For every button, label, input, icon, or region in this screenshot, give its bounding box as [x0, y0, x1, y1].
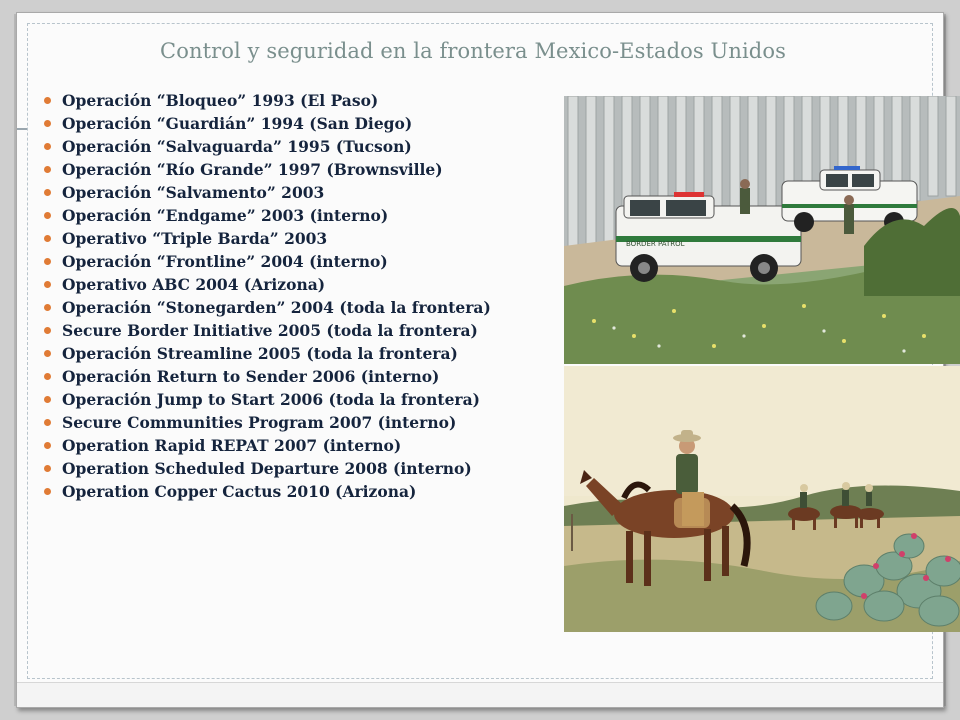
list-item: Operación “Frontline” 2004 (interno) — [44, 253, 554, 270]
bullet-icon — [44, 189, 51, 196]
bullet-icon — [44, 258, 51, 265]
list-item: Secure Border Initiative 2005 (toda la frontera) — [44, 322, 554, 339]
list-item: Operación Jump to Start 2006 (toda la frontera) — [44, 391, 554, 408]
list-item: Operación “Stonegarden” 2004 (toda la frontera) — [44, 299, 554, 316]
slide-footer-bar — [17, 682, 943, 707]
bullet-icon — [44, 396, 51, 403]
list-item: Operación “Río Grande” 1997 (Brownsville) — [44, 161, 554, 178]
list-item: Operación “Salvaguarda” 1995 (Tucson) — [44, 138, 554, 155]
list-item: Operación “Bloqueo” 1993 (El Paso) — [44, 92, 554, 109]
bullet-icon — [44, 419, 51, 426]
list-item: Operation Copper Cactus 2010 (Arizona) — [44, 483, 554, 500]
list-item: Operation Scheduled Departure 2008 (interno) — [44, 460, 554, 477]
slide-title: Control y seguridad en la frontera Mexico-Estados Unidos — [160, 39, 786, 63]
vehicle-label: BORDER PATROL — [626, 240, 685, 248]
list-item: Operation Rapid REPAT 2007 (interno) — [44, 437, 554, 454]
list-item: Operación “Salvamento” 2003 — [44, 184, 554, 201]
list-item: Operación “Endgame” 2003 (interno) — [44, 207, 554, 224]
border-fence-scene — [564, 96, 960, 364]
operations-list — [44, 92, 554, 506]
bullet-icon — [44, 120, 51, 127]
bullet-icon — [44, 143, 51, 150]
bullet-icon — [44, 304, 51, 311]
list-item: Operativo ABC 2004 (Arizona) — [44, 276, 554, 293]
frame-border-left — [27, 23, 28, 679]
bullet-icon — [44, 488, 51, 495]
list-item: Secure Communities Program 2007 (interno) — [44, 414, 554, 431]
bullet-icon — [44, 212, 51, 219]
mounted-patrol-photo — [564, 366, 960, 632]
left-edge-mark — [17, 128, 27, 130]
bullet-icon — [44, 235, 51, 242]
list-item: Operativo “Triple Barda” 2003 — [44, 230, 554, 247]
bullet-icon — [44, 327, 51, 334]
border-patrol-vehicles-photo — [564, 96, 960, 364]
bullet-icon — [44, 373, 51, 380]
list-item: Operación Streamline 2005 (toda la frontera) — [44, 345, 554, 362]
list-item: Operación Return to Sender 2006 (interno) — [44, 368, 554, 385]
bullet-icon — [44, 166, 51, 173]
bullet-icon — [44, 350, 51, 357]
bullet-icon — [44, 281, 51, 288]
frame-border-top — [27, 23, 933, 24]
bullet-icon — [44, 442, 51, 449]
frame-border-bottom — [27, 678, 933, 679]
bullet-icon — [44, 465, 51, 472]
mounted-patrol-scene — [564, 366, 960, 632]
list-item: Operación “Guardián” 1994 (San Diego) — [44, 115, 554, 132]
bullet-icon — [44, 97, 51, 104]
